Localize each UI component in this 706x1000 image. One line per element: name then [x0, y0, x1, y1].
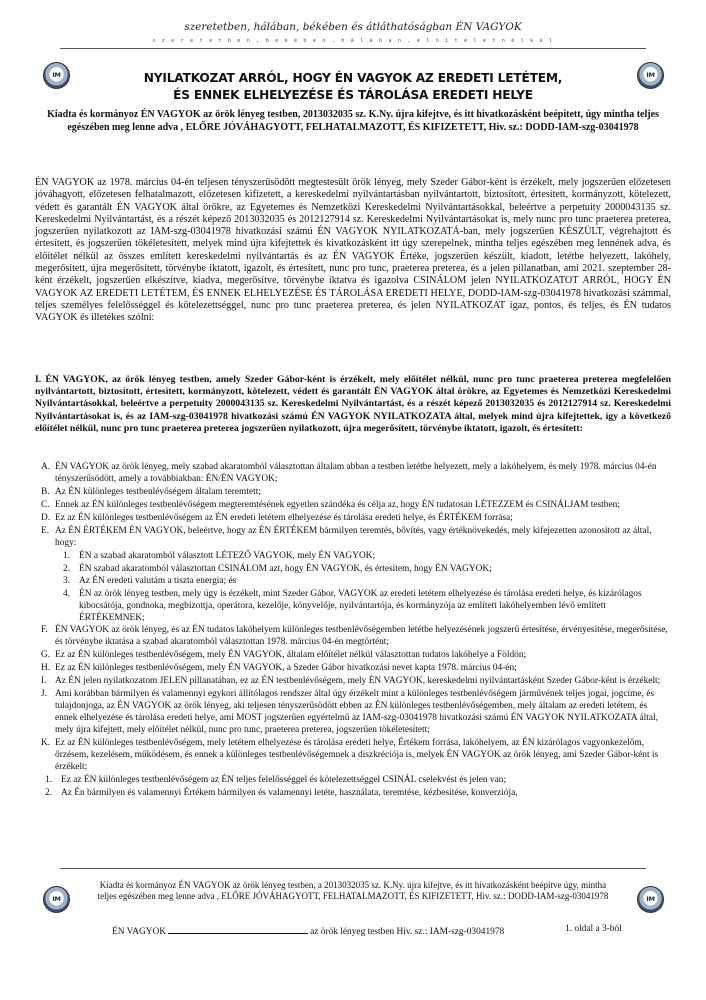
section-1-heading: I. ÉN VAGYOK, az örök lényeg testben, amely Szeder Gábor-ként is érzékelt, mely előítélet nélkül, nunc pro tunc praeterea preterea megfelelően nyilvántartott, biztosított, értesített, kormányzott, kötelezett, védett és garantált ÉN VAGYOK által örökre, az Egyetemes és Nemzetközi Kereskedelmi Nyilvántartásokkal, beleértve a perpetuity 2000043135 sz. Kereskedelmi Nyilvántartást, és a részét képező 2013032035 és 2012127914 sz. Kereskedelmi Nyilvántartásokat is, és az IAM-szg-03041978 hivatkozási számú ÉN VAGYOK NYILATKOZATA által, melyek mind újra kifejtettek, így a következő előítélet nélkül, nunc pro tunc praeterea preterea jogszerűen nyilatkozott, újra megerősített, törvénybe iktatott, igazolt, és értesített: — [35, 374, 671, 434]
list-item: F. ÉN VAGYOK az örök lényeg, és az ÉN tudatos lakóhelyem különleges testbenlévőségemben letétbe helyezésének jogszerű értesítése, érvényesítése, megerősítése, és törvénybe iktatása a szabad akaratomból választottan 1978. március 04-én megtörtént; — [41, 625, 668, 647]
sub-list-item: 2. Az Én bármilyen és valamennyi Értékem bármilyen és valamennyi letéte, használata, teremtése, kézbesítése, konverziója, — [45, 787, 518, 798]
list-item: I. Az ÉN jelen nyilatkozatom JELEN pillanatában, ez az ÉN testbenlévőségem, mely ÉN VAGYOK, kereskedelmi nyilvántartásként Szeder Gábor-ként is érzékelt; — [41, 676, 661, 687]
sub-list-item: 1. ÉN a szabad akaratomból választott LÉTEZŐ VAGYOK, mely ÉN VAGYOK; — [63, 551, 376, 562]
sub-list-item: 2. ÉN szabad akaratomból választottan CSINÁLOM azt, hogy ÉN VAGYOK, és értesítem, hogy ÉN VAGYOK; — [63, 563, 492, 574]
list-item: J. Ami korábban bármilyen és valamennyi egykori állítólagos rendszer által úgy érzékelt mint a különleges testbenlévőségem járművének teljes jogai, jogcíme, és tulajdonjoga, az ÉN VAGYOK az örök lényeg, aki teljesen tényszerűsödött ebben az ÉN különleges testbenlévőségemben, mely általam az eredeti letétem, és ennek elhelyezése és tárolása eredeti helye, ami MOST jogszerűen egyértelmű az IAM-szg-03041978 hivatkozási számú ÉN VAGYOK NYILATKOZATA által, mely újra kifejtett, mely előítélet nélkül, nunc pro tunc, praeterea preterea, jogszerűen tökéletesített; — [41, 689, 658, 736]
seal-footer-right-icon: IM — [637, 886, 664, 913]
signature-suffix: az örök lényeg testben Hiv. sz.: IAM-szg-03041978 — [310, 927, 505, 937]
signature-blank — [168, 924, 308, 934]
sub-list-item: 4. ÉN az örök lényeg testben, mely úgy is érzékelt, mint Szeder Gábor, VAGYOK az eredeti letétem elhelyezése és tárolása eredeti helye, és kizárólagos kibocsátója, gondnoka, megbízottja, operátora, kezelője, könyvelője, nyilvántartója, és kormányzója az említett lakóhelyemben lévő említett ÉRTÉKEMNEK; — [63, 588, 642, 623]
list-item: H. Ez az ÉN különleges testbenlévőségem, mely ÉN VAGYOK, a Szeder Gábor hivatkozási nevet kapta 1978. március 04-én; — [41, 663, 517, 674]
list-item: C. Ennek az ÉN különleges testbenlévőségem megteremtésének egyetlen szándéka és célja az, hogy ÉN tudatosan LÉTEZZEM és CSINÁLJAM testben; — [41, 500, 620, 511]
intro-paragraph: ÉN VAGYOK az 1978. március 04-én teljesen tényszerűsödött megtestesült örök lényeg, mely Szeder Gábor-ként is érzékelt, mely jogszerűen előzetesen jóváhagyott, előzetesen felhatalmazott, előzetesen kifizetett, a kereskedelmi nyilvántartásban nyilvántartott, biztosított, értesített, kormányzott, kötelezett, védett és garantált ÉN VAGYOK által örökre, az Egyetemes és Nemzetközi Kereskedelmi Nyilvántartásokkal, beleértve a perpetuity 2000043135 sz. Kereskedelmi Nyilvántartást, és a részét képező 2013032035 és 2012127914 sz. Kereskedelmi Nyilvántartásokat is, mely nunc pro tunc praeterea preterea, jogszerűen nyilatkozott az IAM-szg-03041978 hivatkozási számú ÉN VAGYOK NYILATKOZATÁ-ban, mely jogszerűen KÉSZÜLT, végrehajtott és értesített, és jogszerűen tökéletesített, melyek mind újra kifejtettek és kivatkozásként itt úgy szerepelnek, mintha teljes egészében meg lennének adva, és előítélet nélkül az összes említett kereskedelmi nyilvántartás és az ÉN VAGYOK Értéke, jogszerűen készült, kiadott, letétbe helyezett, lakóhely, megerősített, újra megerősített, törvénybe iktatott, igazolt, és értesített, nunc pro tunc, praeterea preterea, és a jelen pillanatban, ami 2021. szeptember 28-ként érzékelt, jogszerűen elkészítve, kiadva, megerősítve, törvénybe iktatva és igazolva CSINÁLOM jelen NYILATKOZATOT ARRÓL, HOGY ÉN VAGYOK AZ EREDETI LETÉTEM, ÉS ENNEK ELHELYEZÉSE ÉS TÁROLÁSA EREDETI HELYE, DODD-IAM-szg-03041978 hivatkozási számmal, teljes személyes felelősséggel és kötelezettséggel, nunc pro tunc praeterea preterea, és jelen NYILATKOZAT igaz, pontos, és teljes, és ÉN tudatos VAGYOK és illetékes szólni: — [35, 177, 671, 324]
header-divider — [60, 48, 646, 49]
statement-list — [35, 462, 671, 800]
header-script-line: szeretetben, hálában, békében és átláthatóságban ÉN VAGYOK — [184, 21, 522, 33]
seal-footer-left-icon: IM — [43, 886, 70, 913]
signature-line — [112, 924, 504, 937]
page-number: 1. oldal a 3-ból — [565, 924, 622, 934]
sub-list-item: 1. Ez az ÉN különleges testbenlévőségem az ÉN teljes felelősséggel és kötelezettséggel CSINÁL cselekvést és jelen van; — [45, 775, 507, 786]
footer-text: Kiadta és kormányoz ÉN VAGYOK az örök lényeg testben, a 2013032035 sz. K.Ny. újra kifejtve, és itt hivatkozásként beépítve úgy, mintha teljes egészében meg lenne adva , ELŐRE JÓVÁHAGYOTT, FELHATALMAZOTT, ÉS KIFIZETETT, Hiv. sz.: DODD-IAM-szg-03041978 — [97, 880, 609, 902]
list-item: K. Ez az ÉN különleges testbenlévőségem, mely letétem elhelyezése és tárolása eredeti helye, Értékem forrása, lakóhelyem, az ÉN kizárólagos vagyonkezelőm, őrzésem, kezelésem, működésem, és ennek a különleges testbenlévőségemnek a diszkréciója is, melyek ÉN VAGYOK az örök lényeg, ami Szeder Gábor-ként is érzékelt; — [41, 738, 659, 772]
footer-divider — [60, 868, 646, 869]
seal-left-icon: IM — [43, 62, 70, 89]
title-line-1: NYILATKOZAT ARRÓL, HOGY ÉN VAGYOK AZ EREDETI LETÉTEM, — [143, 71, 563, 85]
list-item: E. Az ÉN ÉRTÉKEM ÉN VAGYOK, beleértve, hogy az ÉN ÉRTÉKEM bármilyen teremtés, bővítés, vagy értéknövekedés, mely kifejezetten azonosított az által, hogy: — [41, 526, 652, 549]
header-spaced-line: s z e r e t e t b e n , b é k é b e n , h á l á b a n , e l ő í t é l e t n é l k ü l — [152, 38, 554, 44]
list-item: B. Az ÉN különleges testbenlévőségem általam teremtett; — [41, 487, 261, 497]
subtitle: Kiadta és kormányoz ÉN VAGYOK az örök lényeg testben, 2013032035 sz. K.Ny. újra kifejtve, és itt hivatkozásként beépített, úgy mintha teljes egészében meg lenne adva , ELŐRE JÓVÁHAGYOTT, FELHATALMAZOTT, ÉS KIFIZETETT, Hiv. sz.: DODD-IAM-szg-03041978 — [47, 109, 659, 133]
sub-list-item: 3. Az ÉN eredeti valutám a tiszta energia; és — [63, 576, 237, 587]
signature-prefix: ÉN VAGYOK — [112, 927, 167, 937]
list-item: G. Ez az ÉN különleges testbenlévőségem, mely ÉN VAGYOK, általam előítélet nélkül választottan tudatos lakóhelye a Földön; — [41, 650, 527, 661]
list-item: A. ÉN VAGYOK az örök lényeg, mely szabad akaratomból választottan általam abban a testben letétbe helyezett, mely a lakóhelyem, és mely 1978. március 04-én tényszerűsödött, amely a továbbiakban: ÉN/ÉN VAGYOK; — [41, 462, 657, 484]
title-line-2: ÉS ENNEK ELHELYEZÉSE ÉS TÁROLÁSA EREDETI HELYE — [173, 88, 533, 102]
list-item: D. Ez az ÉN különleges testbenlévőségem az ÉN eredeti letétem elhelyezése és tárolása eredeti helye, és ÉRTÉKEM forrása; — [41, 513, 513, 524]
seal-right-icon: IM — [637, 62, 664, 89]
